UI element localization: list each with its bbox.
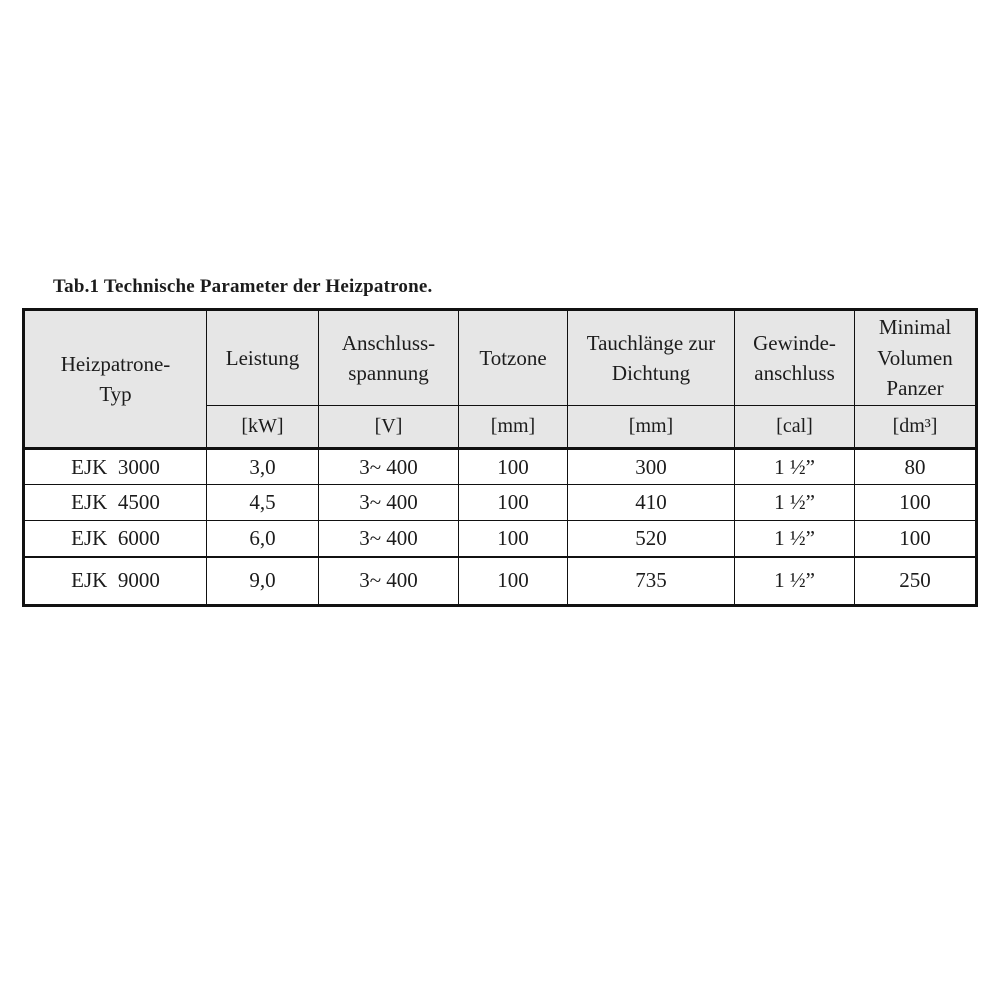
header-row-labels xyxy=(24,310,977,406)
table-row xyxy=(24,485,977,521)
unit-cell-anschlussspannung: [V] xyxy=(319,406,459,449)
table-row xyxy=(24,449,977,485)
header-line: Leistung xyxy=(225,345,300,370)
header-cell-leistung xyxy=(207,310,319,406)
cell-typ: EJK 4500 xyxy=(24,485,207,521)
cell-gewinde: 1 ½” xyxy=(735,557,855,606)
header-cell-minimal-volumen xyxy=(855,310,977,406)
cell-leistung: 3,0 xyxy=(207,449,319,485)
header-line: Tauchlänge zur xyxy=(586,330,716,355)
table-row xyxy=(24,521,977,557)
header-line: Anschluss- xyxy=(341,330,436,355)
header-line: Heizpatrone- xyxy=(60,351,171,376)
unit-cell-gewindeanschluss: [cal] xyxy=(735,406,855,449)
table-caption: Tab.1 Technische Parameter der Heizpatrone. xyxy=(53,276,433,297)
cell-gewinde: 1 ½” xyxy=(735,521,855,557)
cell-volumen: 80 xyxy=(855,449,977,485)
unit-cell-minimal-volumen: [dm³] xyxy=(855,406,977,449)
header-cell-anschlussspannung xyxy=(319,310,459,406)
cell-typ: EJK 3000 xyxy=(24,449,207,485)
header-line: Dichtung xyxy=(611,361,691,385)
header-cell-gewindeanschluss xyxy=(735,310,855,406)
cell-leistung: 6,0 xyxy=(207,521,319,557)
header-line: Minimal xyxy=(878,315,952,340)
table-row xyxy=(24,557,977,606)
cell-volumen: 100 xyxy=(855,521,977,557)
cell-tauchlaenge: 735 xyxy=(568,557,735,606)
cell-spannung: 3~ 400 xyxy=(319,557,459,606)
cell-totzone: 100 xyxy=(459,521,568,557)
cell-spannung: 3~ 400 xyxy=(319,485,459,521)
header-line: anschluss xyxy=(754,361,835,385)
unit-cell-leistung: [kW] xyxy=(207,406,319,449)
cell-typ: EJK 6000 xyxy=(24,521,207,557)
cell-gewinde: 1 ½” xyxy=(735,449,855,485)
header-line: spannung xyxy=(348,361,429,385)
header-line: Gewinde- xyxy=(753,330,836,355)
cell-volumen: 100 xyxy=(855,485,977,521)
cell-leistung: 9,0 xyxy=(207,557,319,606)
header-line: Typ xyxy=(99,382,132,406)
cell-tauchlaenge: 300 xyxy=(568,449,735,485)
cell-tauchlaenge: 410 xyxy=(568,485,735,521)
cell-leistung: 4,5 xyxy=(207,485,319,521)
cell-spannung: 3~ 400 xyxy=(319,449,459,485)
cell-totzone: 100 xyxy=(459,557,568,606)
parameters-table xyxy=(22,308,978,607)
cell-spannung: 3~ 400 xyxy=(319,521,459,557)
header-line: Panzer xyxy=(886,376,944,401)
unit-cell-totzone: [mm] xyxy=(459,406,568,449)
header-line: Totzone xyxy=(479,345,547,370)
parameters-table-container xyxy=(22,308,978,607)
cell-totzone: 100 xyxy=(459,449,568,485)
unit-cell-tauchlaenge: [mm] xyxy=(568,406,735,449)
header-cell-tauchlaenge xyxy=(568,310,735,406)
cell-volumen: 250 xyxy=(855,557,977,606)
cell-typ: EJK 9000 xyxy=(24,557,207,606)
header-cell-heizpatrone-typ xyxy=(24,310,207,449)
cell-gewinde: 1 ½” xyxy=(735,485,855,521)
cell-tauchlaenge: 520 xyxy=(568,521,735,557)
header-cell-totzone xyxy=(459,310,568,406)
cell-totzone: 100 xyxy=(459,485,568,521)
header-line: Volumen xyxy=(877,345,953,370)
